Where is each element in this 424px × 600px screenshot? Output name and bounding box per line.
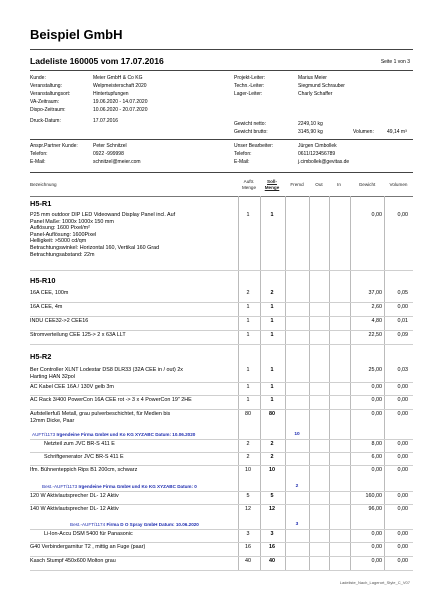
item-description: Stromverteilung CEE 125-> 2 x 63A LLT [30,332,126,338]
external-qty: 2 [295,484,299,489]
table-row [30,505,413,530]
table-top-rule [30,172,413,173]
weight: 25,00 [368,367,382,373]
order-reference-note [32,432,195,439]
document-title: Ladeliste 160005 vom 17.07.2016 [30,56,164,66]
section-title: H5-R1 [30,199,52,208]
target-qty: 1 [270,367,274,373]
volume: 0,00 [397,441,408,447]
item-description: Li-Ion-Accu DSM 5400 für Panasonic [44,531,133,537]
volume: 0,00 [397,212,408,218]
weight-netto-label: Gewicht netto: [234,121,266,127]
title-divider [30,70,413,71]
col-in: In [337,181,341,187]
volume: 0,00 [397,558,408,564]
col-gewicht: Gewicht [358,181,376,187]
ordered-qty: 80 [245,411,251,417]
item-description: INDU CEE32->2 CEE16 [30,318,89,324]
item-description: Ifm. Bühnenteppich Rips B1 200cm, schwarz [30,467,138,473]
target-qty: 10 [269,467,275,473]
volume-label: Volumen: [353,129,374,135]
row-divider [30,570,413,571]
ordered-qty: 1 [246,212,250,218]
table-row [30,211,413,271]
item-description: Ber Controller XLNT Lodestar DS8 DLR33 (32A CEE in / out) 2x Harting HAN 32pol [30,367,184,380]
weight: 0,00 [371,467,382,473]
volume: 0,00 [397,531,408,537]
target-qty: 2 [270,441,274,447]
weight: 4,80 [371,318,382,324]
table-row [30,466,413,492]
volume: 0,00 [397,493,408,499]
order-reference-id: AUFT/1173 [32,432,56,437]
target-qty: 80 [269,411,275,417]
weight: 96,00 [368,506,382,512]
contact-label: Telefon: [30,151,48,157]
weight-brutto: 3145,90 kg [298,129,323,135]
col-volumen: Volumen [389,181,408,187]
info-label: Projekt-Leiter: [234,75,266,81]
target-qty: 12 [269,506,275,512]
weight: 0,00 [371,558,382,564]
weight: 2,60 [371,304,382,310]
info-value: Meier GmbH & Co KG [93,75,143,81]
weight: 0,00 [371,531,382,537]
info-label: Techn.-Leiter: [234,83,265,89]
volume: 0,01 [397,318,408,324]
target-qty: 5 [270,493,274,499]
info-value: 10.06.2020 - 20.07.2020 [93,107,148,113]
info-label: Kunde: [30,75,46,81]
info-value: Hintertupfungen [93,91,129,97]
contact-divider [30,139,413,140]
contact-label: E-Mail: [30,159,46,165]
info-value: Siegmund Schrauber [298,83,345,89]
volume-value: 49,14 m³ [387,129,407,135]
info-label: VA-Zeitraum: [30,99,60,105]
weight: 0,00 [371,411,382,417]
col-auftr-menge: Auftr. Menge [241,179,257,190]
info-value: 17.07.2016 [93,118,119,124]
ordered-qty: 3 [246,531,250,537]
table-row [30,530,413,543]
weight-netto: 2249,10 kg [298,121,323,127]
contact-left [30,142,141,166]
table-row [30,366,413,383]
table-row [30,303,413,317]
weight: 160,00 [365,493,382,499]
contact-value: Jürgen Cimbollek [298,143,337,149]
item-description: Aufstellerfuß Metall, grau pulverbeschichtet, für Medien bis 12mm Dicke, Paar [30,411,171,424]
external-qty: 10 [294,432,300,437]
table-row [30,492,413,505]
ordered-qty: 1 [246,304,250,310]
volume: 0,00 [397,411,408,417]
col-bezeichnung: Bezeichnung [30,181,57,187]
ordered-qty: 40 [245,558,251,564]
order-reference-note [70,522,199,529]
weight-brutto-label: Gewicht brutto: [234,129,268,135]
info-label: Lager-Leiter: [234,91,263,97]
table-row [30,289,413,303]
col-soll-menge: Soll-Menge [264,179,280,190]
table-row [30,453,413,466]
ordered-qty: 5 [246,493,250,499]
ordered-qty: 10 [245,467,251,473]
table-row [30,557,413,571]
ordered-qty: 1 [246,332,250,338]
weight: 0,00 [371,384,382,390]
item-description: G40 Verbindergarnitur T2 , mittig an Fuge (paar) [30,544,146,550]
weight: 0,00 [371,212,382,218]
order-reference-id: Best.-AUFT/1174 [70,522,106,527]
row-divider [30,270,413,271]
item-description: P25 mm outdoor DIP LED Videowand Display Panel incl. Auf Panel Maße: 1000x 1000x 150 mm Auflösung: 1600 Pixel/m² Panel-Auflösung: 1600Pixel Helligkeit: >5000 cd/qm Betrachtungswinkel: Horizontal 160, Vertikal 160 Grad Betrachtungsabstand: 22m [30,212,176,258]
target-qty: 1 [270,304,274,310]
external-qty: 3 [295,522,299,527]
ordered-qty: 1 [246,367,250,373]
item-description: AC Rack 3/400 PowerCon 16A CEE rot -> 3 x 4 PowerCon 19" 2HE [30,397,192,403]
contact-value: 0611/123456789 [298,151,336,157]
footer-template-name: Ladeliste_Nach_Lagerort_Style_C_V07 [339,580,410,585]
col-out: Out [315,181,323,187]
volume: 0,00 [397,454,408,460]
target-qty: 1 [270,384,274,390]
item-description: Schriftgenerator JVC BR-S 411 E [44,454,124,460]
contact-label: Telefon: [234,151,252,157]
ordered-qty: 2 [246,454,250,460]
item-description: 120 W Aktivlautsprecher DL- 12 Aktiv [30,493,119,499]
order-reference-text: Irgendeine Firma GmbH und Ko KG XYZABC Datum: 10.06.2020 [56,432,196,437]
table-row [30,396,413,410]
table-row [30,331,413,345]
volume: 0,00 [397,384,408,390]
ordered-qty: 1 [246,318,250,324]
info-label: Veranstaltungsort: [30,91,71,97]
table-row [30,410,413,440]
info-label: Dispo-Zeitraum: [30,107,66,113]
weight: 6,00 [371,454,382,460]
contact-label: Anspr.Partner Kunde: [30,143,78,149]
table-header-rule [30,196,413,197]
volume: 0,00 [397,544,408,550]
ordered-qty: 2 [246,290,250,296]
item-description: 16A CEE, 100m [30,290,69,296]
item-description: AC Kabel CEE 16A / 130V gelb 3m [30,384,114,390]
volume: 0,09 [397,332,408,338]
target-qty: 1 [270,397,274,403]
volume: 0,00 [397,467,408,473]
order-reference-note [42,484,197,491]
contact-value: j.cimbollek@gevitas.de [298,159,350,165]
ordered-qty: 12 [245,506,251,512]
target-qty: 1 [270,332,274,338]
contact-value: schnitzel@meier.com [93,159,141,165]
weight: 37,00 [368,290,382,296]
info-value: 19.06.2020 - 14.07.2020 [93,99,148,105]
order-reference-text: Firma D O Spray GmbH Datum: 10.06.2020 [106,522,199,527]
item-description: 140 W Aktivlautsprecher DL- 12 Aktiv [30,506,119,512]
target-qty: 2 [270,290,274,296]
weight: 0,00 [371,544,382,550]
info-right [234,74,345,98]
weight: 8,00 [371,441,382,447]
page-number: Seite 1 von 3 [380,59,410,65]
company-name: Beispiel GmbH [30,27,123,42]
target-qty: 3 [270,531,274,537]
ordered-qty: 2 [246,441,250,447]
target-qty: 1 [270,318,274,324]
table-row [30,543,413,557]
target-qty: 2 [270,454,274,460]
target-qty: 40 [269,558,275,564]
order-reference-id: Best.-AUFT/1173 [42,484,78,489]
col-fremd: Fremd [290,181,304,187]
info-value: Welpmeisterschaft 2020 [93,83,147,89]
weights [234,120,407,136]
weight: 22,50 [368,332,382,338]
contact-right [234,142,349,166]
volume: 0,00 [397,397,408,403]
target-qty: 16 [269,544,275,550]
volume: 0,00 [397,506,408,512]
table-header [30,174,413,195]
contact-label: Unser Bearbeiter: [234,143,274,149]
ordered-qty: 1 [246,384,250,390]
table-row [30,317,413,331]
contact-value: Peter Schnitzel [93,143,127,149]
target-qty: 1 [270,212,274,218]
order-reference-text: Irgendeine Firma GmbH und Ko KG XYZABC Datum: 0 [78,484,197,489]
volume: 0,00 [397,304,408,310]
info-label: Druck-Datum: [30,118,61,124]
ordered-qty: 16 [245,544,251,550]
info-value: Charly Schaffer [298,91,333,97]
section-title: H5-R2 [30,352,52,361]
volume: 0,03 [397,367,408,373]
info-value: Marius Meier [298,75,327,81]
weight: 0,00 [371,397,382,403]
item-description: Netzteil zum JVC BR-S 411 E [44,441,115,447]
info-left [30,74,148,125]
item-description: Kasch Stumpf 450x600 Molton grau [30,558,116,564]
table-row [30,440,413,453]
info-label: Veranstaltung: [30,83,62,89]
header-divider [30,49,413,50]
volume: 0,05 [397,290,408,296]
table-row [30,383,413,396]
section-title: H5-R10 [30,276,56,285]
ordered-qty: 1 [246,397,250,403]
contact-value: 0922 -999998 [93,151,124,157]
contact-label: E-Mail: [234,159,250,165]
item-description: 16A CEE, 4m [30,304,63,310]
row-divider [30,344,413,345]
